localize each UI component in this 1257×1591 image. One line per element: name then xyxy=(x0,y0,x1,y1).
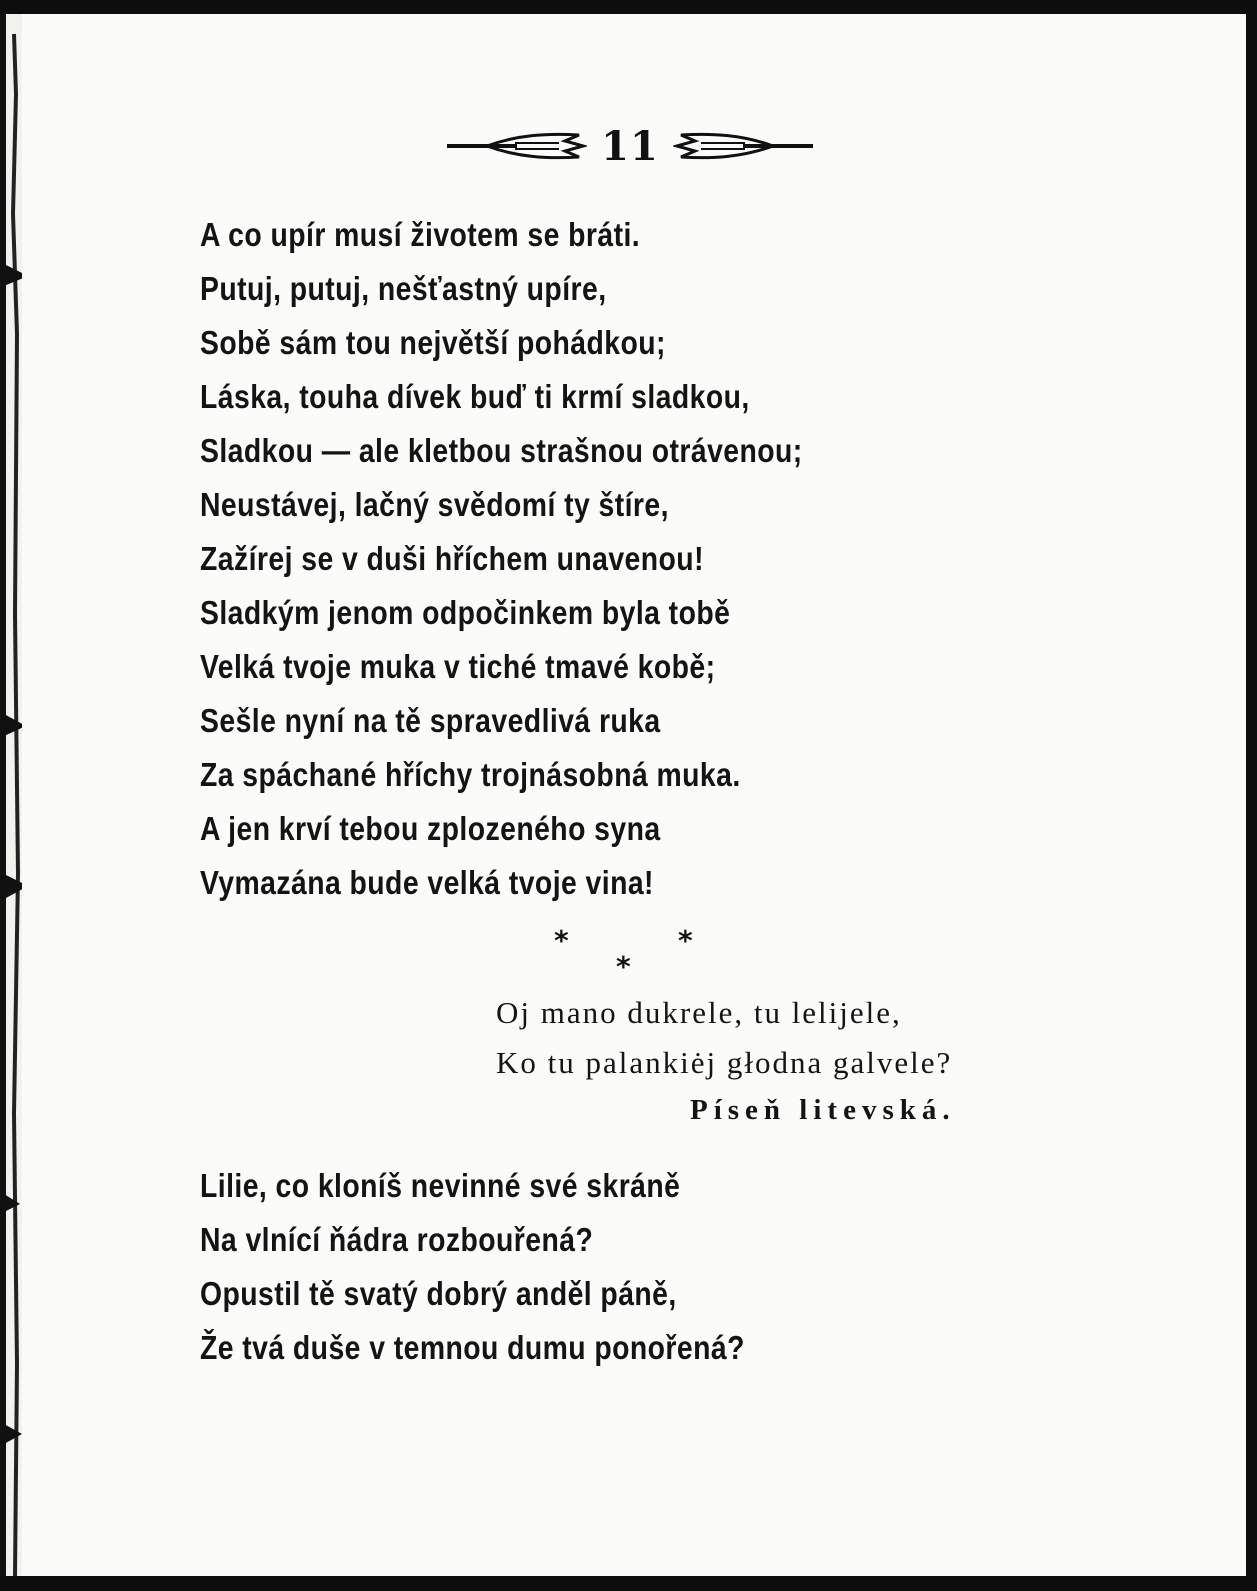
section-separator xyxy=(540,918,720,988)
poem-line: Láska, touha dívek buď ti krmí sladkou, xyxy=(200,378,750,415)
epigraph-line: Oj mano dukrele, tu lelijele, xyxy=(496,995,902,1030)
poem-line: Za spáchané hříchy trojnásobná muka. xyxy=(200,756,741,793)
poem-line: A jen krví tebou zplozeného syna xyxy=(200,810,661,847)
poem-line: Sladkým jenom odpočinkem byla tobě xyxy=(200,594,731,631)
page-number: 11 xyxy=(601,122,659,170)
poem-line: Vymazána bude velká tvoje vina! xyxy=(200,864,654,901)
poem-line: A co upír musí životem se bráti. xyxy=(200,216,641,253)
epigraph xyxy=(496,988,952,1088)
asterisk-icon: * xyxy=(616,950,631,983)
poem-line: Neustávej, lačný svědomí ty štíre, xyxy=(200,486,669,523)
poem-line: Opustil tě svatý dobrý anděl páně, xyxy=(200,1275,677,1312)
poem-line: Velká tvoje muka v tiché tmavé kobě; xyxy=(200,648,716,685)
epigraph-line: Ko tu palankiėj głodna galvele? xyxy=(496,1045,953,1080)
asterisk-icon: * xyxy=(554,924,569,957)
poem-line: Sobě sám tou největší pohádkou; xyxy=(200,324,666,361)
poem-line: Že tvá duše v temnou dumu ponořená? xyxy=(200,1329,745,1366)
page-header xyxy=(420,118,840,174)
poem-line: Na vlnící ňádra rozbouřená? xyxy=(200,1221,594,1258)
left-ornament-icon xyxy=(447,131,587,161)
poem-line: Sladkou — ale kletbou strašnou otrávenou; xyxy=(200,432,803,469)
poem-line: Lilie, co kloníš nevinné své skráně xyxy=(200,1167,681,1204)
right-ornament-icon xyxy=(673,131,813,161)
asterisk-icon: * xyxy=(678,924,693,957)
epigraph-source: Píseň litevská. xyxy=(690,1094,956,1126)
poem-stanza-lily xyxy=(200,1159,745,1375)
poem-line: Zažírej se v duši hříchem unavenou! xyxy=(200,540,704,577)
poem-line: Sešle nyní na tě spravedlivá ruka xyxy=(200,702,661,739)
poem-stanza-vampire xyxy=(200,208,803,910)
poem-line: Putuj, putuj, nešťastný upíre, xyxy=(200,270,607,307)
